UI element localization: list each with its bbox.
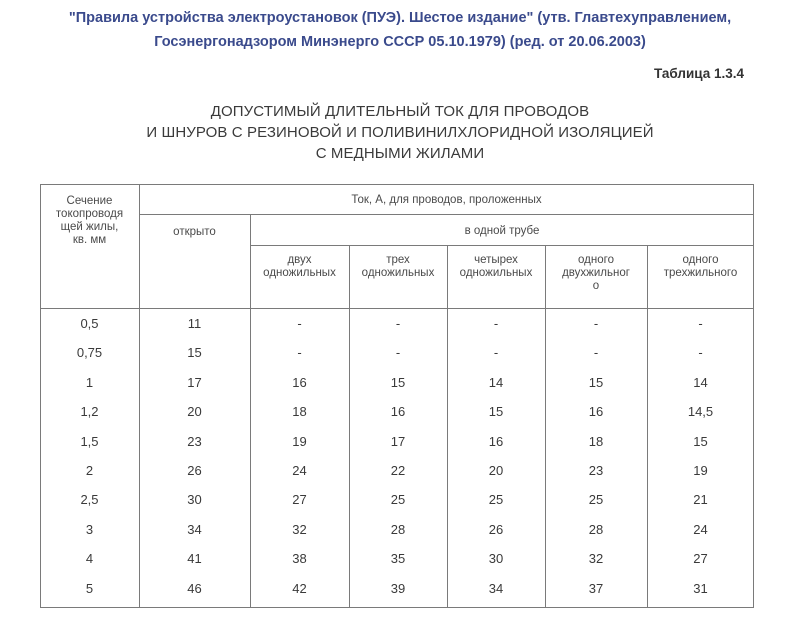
cell-four-single: 25 bbox=[488, 492, 504, 507]
header-in-pipe: в одной трубе bbox=[464, 225, 540, 237]
cell-one-two-core: - bbox=[593, 345, 599, 360]
cell-open: 46 bbox=[187, 581, 202, 596]
cell-three-single: 15 bbox=[390, 375, 406, 390]
cell-one-two-core: 32 bbox=[588, 551, 604, 566]
cell-three-single: 28 bbox=[390, 522, 406, 537]
cell-one-three-core: 14 bbox=[693, 375, 708, 390]
cell-section: 2 bbox=[85, 463, 94, 478]
cell-one-two-core: 16 bbox=[588, 404, 604, 419]
cell-two-single: 16 bbox=[292, 375, 307, 390]
header-four-single: четырех одножильных bbox=[459, 254, 533, 279]
cell-four-single: - bbox=[493, 345, 499, 360]
table-title bbox=[0, 101, 800, 164]
cell-open: 20 bbox=[187, 404, 202, 419]
header-current-group: Ток, А, для проводов, проложенных bbox=[351, 194, 542, 206]
header-one-three-core: одного трехжильного bbox=[663, 254, 738, 279]
cell-three-single: - bbox=[395, 345, 401, 360]
source-line-2: Госэнергонадзором Минэнерго СССР 05.10.1979) (ред. от 20.06.2003) bbox=[154, 34, 646, 50]
table-border-left bbox=[40, 184, 41, 608]
cell-one-two-core: 25 bbox=[588, 492, 604, 507]
source-citation bbox=[0, 6, 800, 54]
current-table bbox=[40, 184, 754, 608]
cell-four-single: 26 bbox=[488, 522, 504, 537]
cell-one-three-core: 31 bbox=[693, 581, 708, 596]
header-section: Сечение токопроводя щей жилы, кв. мм bbox=[55, 195, 124, 246]
header-three-single: трех одножильных bbox=[361, 254, 435, 279]
cell-two-single: 42 bbox=[292, 581, 307, 596]
cell-section: 5 bbox=[85, 581, 94, 596]
cell-open: 34 bbox=[187, 522, 202, 537]
header-one-two-core: одного двухжильног о bbox=[562, 254, 630, 292]
cell-one-two-core: - bbox=[593, 316, 599, 331]
cell-open: 30 bbox=[187, 492, 202, 507]
cell-section: 1,2 bbox=[80, 404, 99, 419]
title-line-1: ДОПУСТИМЫЙ ДЛИТЕЛЬНЫЙ ТОК ДЛЯ ПРОВОДОВ bbox=[210, 103, 590, 120]
cell-open: 41 bbox=[187, 551, 202, 566]
header-two-single: двух одножильных bbox=[263, 254, 336, 279]
cell-one-three-core: 24 bbox=[693, 522, 708, 537]
cell-three-single: 17 bbox=[390, 434, 406, 449]
cell-one-three-core: 15 bbox=[693, 434, 708, 449]
cell-two-single: 32 bbox=[292, 522, 307, 537]
cell-four-single: 15 bbox=[488, 404, 504, 419]
cell-two-single: 19 bbox=[292, 434, 307, 449]
cell-one-three-core: 27 bbox=[693, 551, 708, 566]
cell-one-two-core: 23 bbox=[588, 463, 604, 478]
cell-section: 2,5 bbox=[80, 492, 99, 507]
cell-three-single: 35 bbox=[390, 551, 406, 566]
cell-section: 1 bbox=[85, 375, 94, 390]
cell-section: 0,5 bbox=[80, 316, 99, 331]
title-line-3: С МЕДНЫМИ ЖИЛАМИ bbox=[315, 145, 485, 162]
cell-three-single: 39 bbox=[390, 581, 406, 596]
cell-two-single: 18 bbox=[292, 404, 307, 419]
cell-four-single: - bbox=[493, 316, 499, 331]
cell-four-single: 34 bbox=[488, 581, 504, 596]
cell-two-single: 27 bbox=[292, 492, 307, 507]
cell-one-two-core: 18 bbox=[588, 434, 604, 449]
cell-section: 0,75 bbox=[76, 345, 103, 360]
cell-one-three-core: 21 bbox=[693, 492, 708, 507]
cell-three-single: 16 bbox=[390, 404, 406, 419]
table-border-right bbox=[753, 184, 754, 608]
cell-one-three-core: 19 bbox=[693, 463, 708, 478]
cell-two-single: 38 bbox=[292, 551, 307, 566]
cell-two-single: - bbox=[297, 316, 302, 331]
cell-one-two-core: 15 bbox=[588, 375, 604, 390]
cell-two-single: - bbox=[297, 345, 302, 360]
cell-three-single: - bbox=[395, 316, 401, 331]
cell-three-single: 25 bbox=[390, 492, 406, 507]
table-number: Таблица 1.3.4 bbox=[653, 66, 744, 81]
cell-four-single: 20 bbox=[488, 463, 504, 478]
source-line-1: "Правила устройства электроустановок (ПУЭ). Шестое издание" (утв. Главтехуправлением, bbox=[68, 10, 732, 26]
cell-four-single: 16 bbox=[488, 434, 504, 449]
cell-open: 11 bbox=[187, 316, 202, 331]
header-rule-group bbox=[139, 214, 754, 215]
cell-one-three-core: - bbox=[698, 345, 703, 360]
cell-one-three-core: - bbox=[698, 316, 703, 331]
cell-open: 23 bbox=[187, 434, 202, 449]
cell-open: 26 bbox=[187, 463, 202, 478]
cell-section: 4 bbox=[85, 551, 94, 566]
cell-section: 3 bbox=[85, 522, 94, 537]
cell-one-two-core: 37 bbox=[588, 581, 604, 596]
header-open: открыто bbox=[173, 226, 216, 238]
cell-open: 17 bbox=[187, 375, 202, 390]
table-border-top bbox=[40, 184, 754, 185]
cell-one-three-core: 14,5 bbox=[687, 404, 714, 419]
title-line-2: И ШНУРОВ С РЕЗИНОВОЙ И ПОЛИВИНИЛХЛОРИДНОЙ ИЗОЛЯЦИЕЙ bbox=[146, 124, 654, 141]
cell-four-single: 14 bbox=[488, 375, 504, 390]
cell-open: 15 bbox=[187, 345, 202, 360]
col-divider-1 bbox=[139, 184, 140, 608]
cell-two-single: 24 bbox=[292, 463, 307, 478]
header-rule-pipe bbox=[250, 245, 754, 246]
cell-three-single: 22 bbox=[390, 463, 406, 478]
cell-four-single: 30 bbox=[488, 551, 504, 566]
cell-one-two-core: 28 bbox=[588, 522, 604, 537]
cell-section: 1,5 bbox=[80, 434, 99, 449]
